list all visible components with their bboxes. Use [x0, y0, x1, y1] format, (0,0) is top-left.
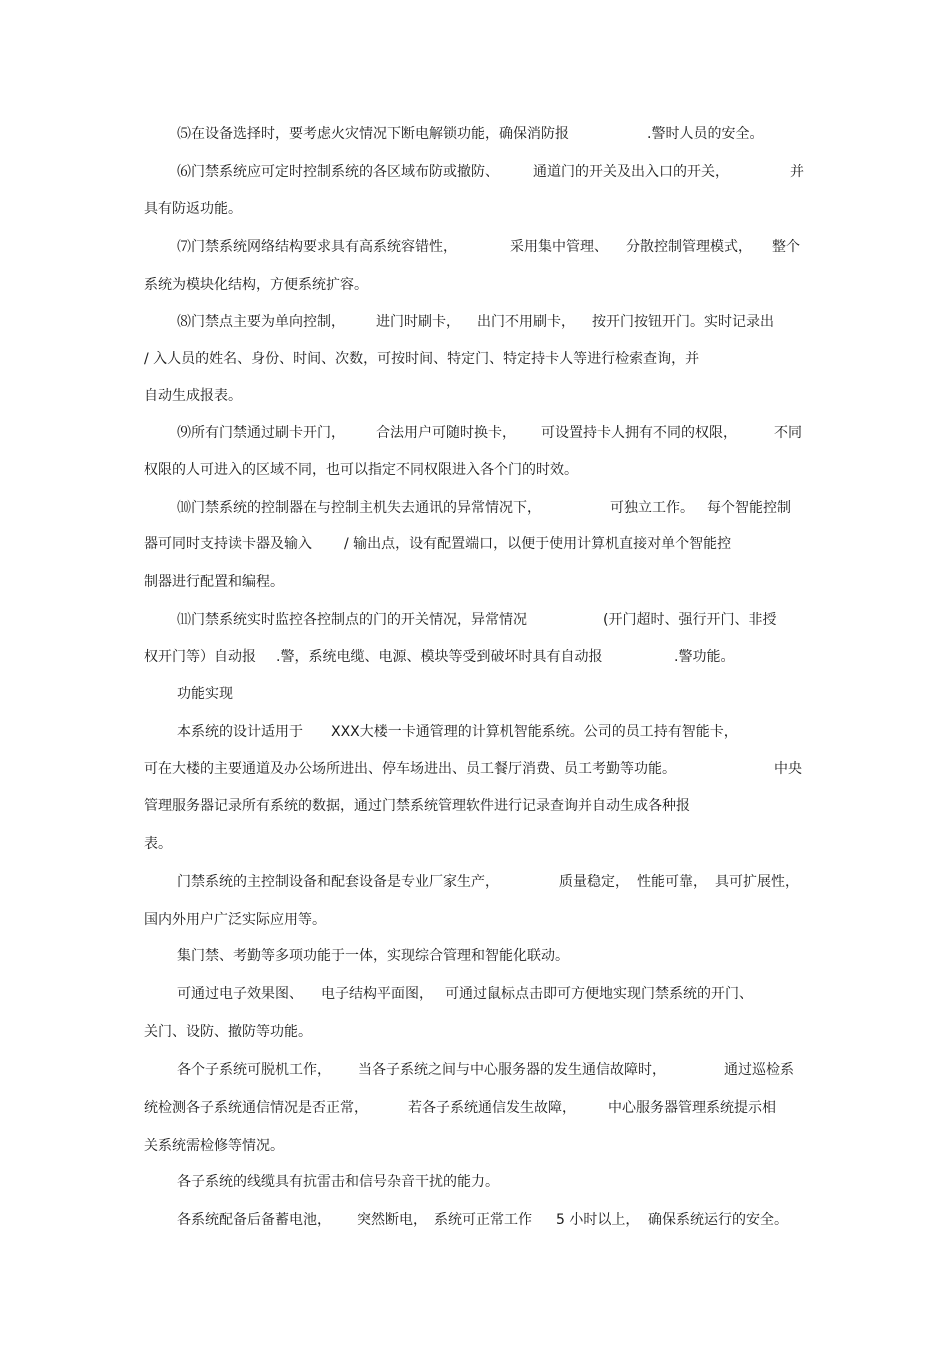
text-segment: 可通过鼠标点击即可方便地实现门禁系统的开门、: [445, 986, 753, 1002]
text-segment: 中央: [774, 761, 802, 777]
text-segment: 通过巡检系: [724, 1062, 794, 1078]
text-segment: 通道门的开关及出入口的开关，: [533, 164, 729, 180]
text-segment: 自动生成报表。: [144, 388, 242, 404]
text-segment: 权限的人可进入的区域不同，也可以指定不同权限进入各个门的时效。: [144, 462, 578, 478]
text-segment: ⑸在设备选择时，要考虑火灾情况下断电解锁功能，确保消防报: [177, 126, 569, 142]
text-line: [0, 608, 950, 632]
text-segment: .警时人员的安全。: [647, 126, 764, 142]
text-segment: 按开门按钮开门。实时记录出: [592, 314, 774, 330]
text-line: [0, 1020, 950, 1044]
text-segment: 进门时刷卡，: [376, 314, 460, 330]
text-segment: (开门超时、强行开门、非授: [603, 612, 777, 628]
text-segment: 电子结构平面图，: [321, 986, 433, 1002]
text-segment: / 输出点，设有配置端口，以便于使用计算机直接对单个智能控: [344, 536, 732, 552]
text-segment: ⑽门禁系统的控制器在与控制主机失去通讯的异常情况下，: [177, 500, 541, 516]
text-line: [0, 1208, 950, 1232]
text-segment: ⑼所有门禁通过刷卡开门，: [177, 425, 345, 441]
text-segment: 系统为模块化结构，方便系统扩容。: [144, 277, 368, 293]
text-segment: 5 小时以上，: [556, 1212, 640, 1228]
text-segment: 关系统需检修等情况。: [144, 1138, 284, 1154]
text-line: [0, 645, 950, 669]
text-segment: 合法用户可随时换卡，: [376, 425, 516, 441]
text-segment: / 入人员的姓名、身份、时间、次数，可按时间、特定门、特定持卡人等进行检索查询，并: [144, 351, 700, 367]
text-segment: ⑻门禁点主要为单向控制，: [177, 314, 345, 330]
text-segment: 可独立工作。: [610, 500, 694, 516]
text-line: [0, 532, 950, 556]
text-segment: 不同: [774, 425, 802, 441]
text-line: [0, 908, 950, 932]
text-segment: 管理服务器记录所有系统的数据，通过门禁系统管理软件进行记录查询并自动生成各种报: [144, 798, 690, 814]
text-segment: 制器进行配置和编程。: [144, 574, 284, 590]
text-line: [0, 720, 950, 744]
text-segment: 具有防返功能。: [144, 201, 242, 217]
text-segment: 关门、设防、撤防等功能。: [144, 1024, 312, 1040]
text-segment: 统检测各子系统通信情况是否正常，: [144, 1100, 368, 1116]
text-segment: 集门禁、考勤等多项功能于一体，实现综合管理和智能化联动。: [177, 948, 569, 964]
text-segment: 出门不用刷卡，: [477, 314, 575, 330]
text-line: [0, 384, 950, 408]
text-segment: 性能可靠，: [637, 874, 707, 890]
text-segment: 每个智能控制: [707, 500, 791, 516]
text-line: [0, 944, 950, 968]
text-segment: 本系统的设计适用于: [177, 724, 303, 740]
text-segment: 分散控制管理模式，: [626, 239, 752, 255]
text-segment: 当各子系统之间与中心服务器的发生通信故障时，: [358, 1062, 666, 1078]
text-segment: 可设置持卡人拥有不同的权限，: [541, 425, 737, 441]
text-line: [0, 832, 950, 856]
text-segment: 整个: [772, 239, 800, 255]
text-line: [0, 757, 950, 781]
text-segment: 具可扩展性，: [715, 874, 799, 890]
text-segment: 采用集中管理、: [510, 239, 608, 255]
text-segment: 国内外用户广泛实际应用等。: [144, 912, 326, 928]
text-line: [0, 1058, 950, 1082]
text-segment: XXX大楼一卡通管理的计算机智能系统。公司的员工持有智能卡，: [331, 724, 738, 740]
text-segment: 可通过电子效果图、: [177, 986, 303, 1002]
text-segment: 功能实现: [177, 686, 233, 702]
text-segment: 确保系统运行的安全。: [648, 1212, 788, 1228]
text-line: [0, 458, 950, 482]
text-line: [0, 421, 950, 445]
text-segment: 并: [790, 164, 804, 180]
text-segment: .警，系统电缆、电源、模块等受到破坏时具有自动报: [276, 649, 603, 665]
text-segment: 器可同时支持读卡器及输入: [144, 536, 312, 552]
text-line: [0, 235, 950, 259]
text-line: [0, 160, 950, 184]
text-segment: 可在大楼的主要通道及办公场所进出、停车场进出、员工餐厅消费、员工考勤等功能。: [144, 761, 676, 777]
text-line: [0, 570, 950, 594]
text-line: [0, 682, 950, 706]
text-line: [0, 122, 950, 146]
text-line: [0, 273, 950, 297]
text-line: [0, 310, 950, 334]
text-line: [0, 347, 950, 371]
text-segment: 中心服务器管理系统提示相: [608, 1100, 776, 1116]
text-segment: ⑺门禁系统网络结构要求具有高系统容错性，: [177, 239, 457, 255]
text-segment: 质量稳定，: [559, 874, 629, 890]
text-line: [0, 794, 950, 818]
text-segment: 权开门等）自动报: [144, 649, 256, 665]
text-line: [0, 496, 950, 520]
text-line: [0, 1170, 950, 1194]
text-segment: .警功能。: [674, 649, 735, 665]
text-line: [0, 1134, 950, 1158]
text-segment: ⑹门禁系统应可定时控制系统的各区域布防或撤防、: [177, 164, 499, 180]
text-line: [0, 1096, 950, 1120]
text-segment: 各系统配备后备蓄电池，: [177, 1212, 331, 1228]
text-segment: ⑾门禁系统实时监控各控制点的门的开关情况，异常情况: [177, 612, 527, 628]
text-segment: 系统可正常工作: [434, 1212, 532, 1228]
text-line: [0, 982, 950, 1006]
text-segment: 各子系统的线缆具有抗雷击和信号杂音干扰的能力。: [177, 1174, 499, 1190]
text-segment: 若各子系统通信发生故障，: [408, 1100, 576, 1116]
text-line: [0, 197, 950, 221]
text-segment: 表。: [144, 836, 172, 852]
text-line: [0, 870, 950, 894]
text-segment: 突然断电，: [357, 1212, 427, 1228]
text-segment: 各个子系统可脱机工作，: [177, 1062, 331, 1078]
text-segment: 门禁系统的主控制设备和配套设备是专业厂家生产，: [177, 874, 499, 890]
